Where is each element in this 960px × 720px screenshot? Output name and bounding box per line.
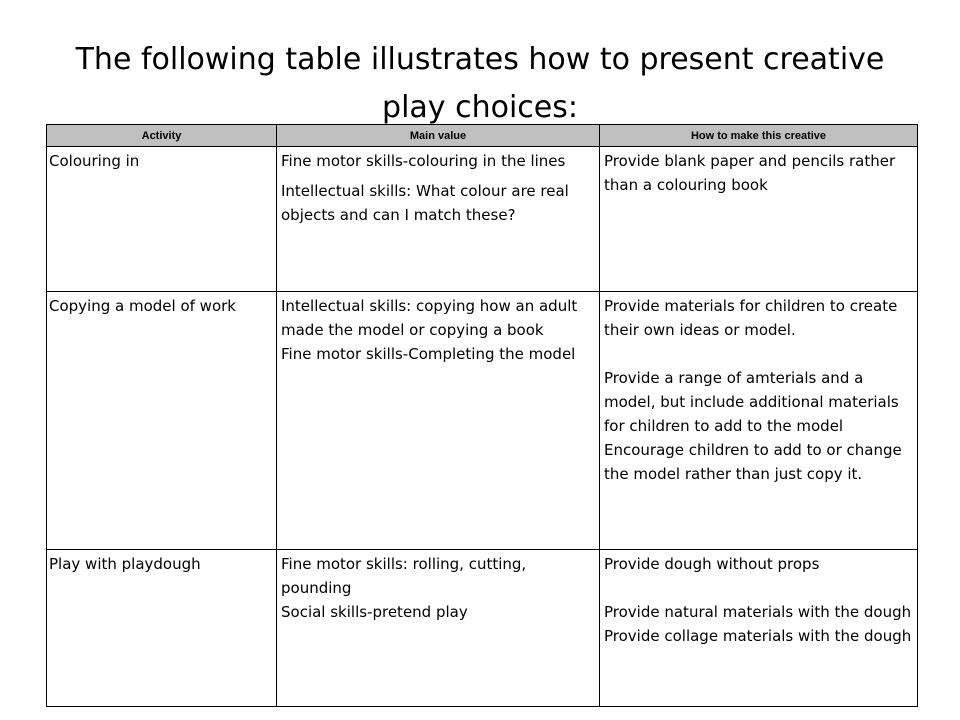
main-value-text: Fine motor skills: rolling, cutting, pounding [281,555,527,597]
main-value-text: Fine motor skills-colouring in the lines [281,152,566,170]
data-table [46,124,918,707]
creative-text: Provide natural materials with the dough [604,603,912,621]
creative-text: Provide materials for children to create their own ideas or model. [604,297,898,339]
cell-creative [600,292,918,550]
table-row [47,550,918,707]
creative-text: Provide a range of amterials and a model, but include additional materials for children to add to the model [604,369,899,435]
cell-activity [47,147,277,292]
cell-main-value [277,147,600,292]
main-value-text: Intellectual skills: copying how an adult made the model or copying a book [281,297,578,339]
creative-text: Provide collage materials with the dough [604,627,912,645]
cell-activity [47,550,277,707]
creative-play-table [46,124,917,707]
table-row [47,292,918,550]
creative-text: Encourage children to add to or change the model rather than just copy it. [604,441,902,483]
main-value-text: Intellectual skills: What colour are real objects and can I match these? [281,182,569,224]
activity-text: Play with playdough [49,555,201,573]
activity-text: Colouring in [49,152,140,170]
main-value-text: Social skills-pretend play [281,603,468,621]
activity-text: Copying a model of work [49,297,236,315]
column-header-main-value: Main value [277,125,600,147]
creative-text: Provide dough without props [604,555,820,573]
cell-creative [600,550,918,707]
cell-main-value [277,292,600,550]
cell-main-value [277,550,600,707]
cell-creative [600,147,918,292]
table-header-row [47,125,918,147]
main-value-text: Fine motor skills-Completing the model [281,345,576,363]
cell-activity [47,292,277,550]
page-title: The following table illustrates how to present creative play choices: [75,42,885,125]
column-header-creative: How to make this creative [600,125,918,147]
creative-text: Provide blank paper and pencils rather than a colouring book [604,152,896,194]
column-header-activity: Activity [47,125,277,147]
table-row [47,147,918,292]
